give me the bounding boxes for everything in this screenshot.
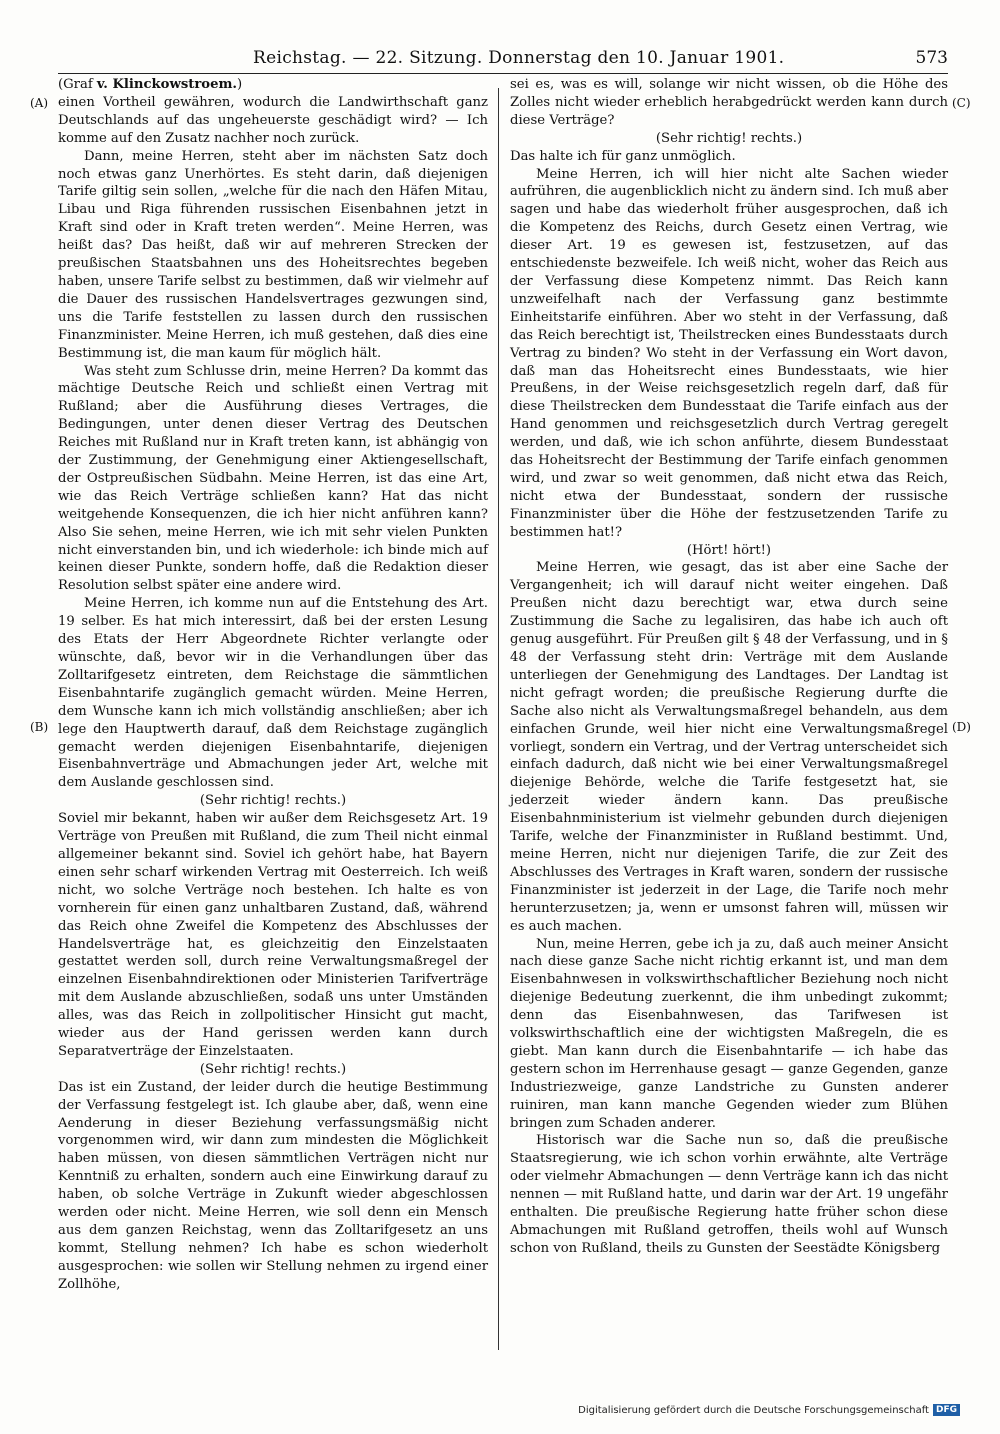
running-title: Reichstag. — 22. Sitzung. Donnerstag den 10. Januar 1901.: [253, 48, 785, 68]
left-column: [58, 76, 488, 1294]
page-number: 573: [915, 48, 948, 68]
paragraph: Dann, meine Herren, steht aber im nächsten Satz doch noch etwas ganz Unerhörtes. Es steht darin, daß diejenigen Tarife giltig sein sollen, „welche für die nach den Häfen Mitau, Libau und Riga führenden russischen Eisenbahnen jetzt in Kraft sind oder in Kraft treten werden“. Meine Herren, was heißt das? Das heißt, daß wir auf mehreren Strecken der preußischen Staatsbahnen uns des Hoheitsrechtes begeben haben, unsere Tarife selbst zu bestimmen, daß wir vielmehr auf die Dauer des russischen Handelsvertrages gezwungen sind, uns die Tarife feststellen zu lassen durch den russischen Finanzminister. Meine Herren, ich muß gestehen, daß dies eine Bestimmung ist, die man kaum für möglich hält.: [58, 148, 488, 361]
paragraph: Meine Herren, wie gesagt, das ist aber eine Sache der Vergangenheit; ich will darauf nicht weiter eingehen. Daß Preußen nicht dazu berechtigt war, etwa durch seine Zustimmung die Sache zu legalisiren, das habe ich auch oft genug ausgeführt. Für Preußen gilt § 48 der Verfassung, und in § 48 der Verfassung steht drin: Verträge mit dem Auslande unterliegen der Genehmigung des Landtages. Der Landtag ist nicht gefragt worden; die preußische Regierung durfte die Sache also nicht als Verwaltungsmaßregel behandeln, aus dem einfachen Grunde, weil hier nicht eine Verwaltungsmaßregel vorliegt, sondern ein Vertrag, und der Vertrag unterscheidet sich einfach dadurch, daß nicht wie bei einer Verwaltungsmaßregel diejenige Behörde, welche die Tarife festgesetzt hat, sie jederzeit wieder ändern kann. Das preußische Eisenbahnministerium ist vielmehr gebunden durch diejenigen Tarife, welche der Finanzminister in Rußland bestimmt. Und, meine Herren, nicht nur diejenigen Tarife, die zur Zeit des Abschlusses des Vertrages in Kraft waren, sondern der russische Finanzminister ist jederzeit in der Lage, die Tarife noch mehr herunterzusetzen; ja, wenn er umsonst fahren will, müssen wir es auch machen.: [510, 560, 948, 934]
paragraph: Das halte ich für ganz unmöglich.: [510, 148, 736, 164]
page-header: [58, 46, 948, 76]
interjection: (Sehr richtig! rechts.): [655, 130, 803, 146]
paragraph: Was steht zum Schlusse drin, meine Herren? Da kommt das mächtige Deutsche Reich und schließt einen Vertrag mit Rußland; aber die Ausführung dieses Vertrages, die Bedingungen, unter denen dieser Vertrag des Deutschen Reiches mit Rußland nur in Kraft treten kann, ist abhängig von der Zustimmung, der Genehmigung einer Aktiengesellschaft, der Ostpreußischen Südbahn. Meine Herren, ist das eine Art, wie das Reich Verträge schließen kann? Hat das nicht weitgehende Konsequenzen, die ich hier nicht anführen kann? Also Sie sehen, meine Herren, wie ich mit sehr vielen Punkten nicht einverstanden bin, und ich wiederhole: ich binde mich auf keinen dieser Punkte, sondern hoffe, daß die Redaktion dieser Resolution selbst später eine andere wird.: [58, 363, 488, 594]
dfg-logo: DFG: [933, 1404, 960, 1416]
paragraph: sei es, was es will, solange wir nicht wissen, ob die Höhe des Zolles nicht wieder erheblich herabgedrückt werden kann durch diese Verträge?: [510, 77, 948, 128]
margin-marker-c: (C): [952, 96, 971, 110]
speaker-line: [58, 76, 488, 94]
paragraph: Das ist ein Zustand, der leider durch die heutige Bestimmung der Verfassung festgelegt ist. Ich glaube aber, daß, wenn eine Aenderung in dieser Beziehung verfassungsmäßig nicht vorgenommen wird, wir dann zum mindesten die Möglichkeit haben müssen, von diesen sämmtlichen Verträgen nicht nur Kenntniß zu erhalten, sondern auch eine Einwirkung darauf zu haben, ob solche Verträge in Zukunft wieder abgeschlossen werden oder nicht. Meine Herren, wie soll denn ein Mensch aus dem ganzen Reichstag, wenn das Zolltarifgesetz an uns kommt, Stellung nehmen? Ich habe es schon wiederholt ausgesprochen: wie sollen wir Stellung nehmen zu irgend einer Zollhöhe,: [58, 1079, 488, 1292]
interjection: (Hört! hört!): [686, 542, 772, 558]
paragraph: einen Vortheil gewähren, wodurch die Landwirthschaft ganz Deutschlands auf das ungeheuerste geschädigt wird? — Ich komme auf den Zusatz nachher noch zurück.: [58, 94, 488, 146]
column-divider: [498, 88, 499, 1350]
speaker-suffix: ): [237, 77, 243, 92]
paragraph: Soviel mir bekannt, haben wir außer dem Reichsgesetz Art. 19 Verträge von Preußen mit Rußland, die zum Theil nicht einmal allgemeiner bekannt sind. Soviel ich gehört habe, hat Bayern einen sehr scharf wirkenden Vertrag mit Oesterreich. Ich weiß nicht, wo solche Verträge noch bestehen. Ich halte es von vornherein für einen ganz unhaltbaren Zustand, daß, während das Reich ohne Zweifel die Kompetenz des Abschlusses der Handelsverträge hat, es gleichzeitig den Einzelstaaten gestattet werden soll, durch reine Verwaltungsmaßregel der einzelnen Eisenbahndirektionen oder Ministerien Tarifverträge mit dem Auslande abzuschließen, sodaß uns unter Umständen alles, was das Reich in zollpolitischer Hinsicht gut macht, wieder aus der Hand gerissen werden kann durch Separatverträge der Einzelstaaten.: [58, 811, 488, 1059]
header-rule: [58, 73, 948, 74]
margin-marker-a: (A): [30, 96, 49, 110]
paragraph: Meine Herren, ich will hier nicht alte Sachen wieder aufrühren, die augenblicklich nicht zu ändern sind. Ich muß aber sagen und habe das wiederholt früher ausgesprochen, daß ich die Kompetenz des Reichs, durch Gesetz einen Vertrag, wie dieser Art. 19 es gewesen ist, festzusetzen, auf das entschiedenste bezweifele. Ich weiß nicht, woher das Reich aus der Verfassung diese Kompetenz nimmt. Das Reich kann unzweifelhaft nach der Verfassung ganz bestimmte Einheitstarife einführen. Aber wo steht in der Verfassung, daß das Reich berechtigt ist, Theilstrecken eines Bundesstaats durch Vertrag zu binden? Wo steht in der Verfassung ein Wort davon, daß man das Hoheitsrecht eines Bundesstaats, wie hier Preußens, in der Weise reichsgesetzlich regeln darf, daß für diese Theilstrecken dem Bundesstaat die Tarife einfach aus der Hand genommen und reichsgesetzlich durch Vertrag geregelt werden, und daß, wie ich schon anführte, diesem Bundesstaat das Hoheitsrecht der Bestimmung der Tarife einfach genommen wird, und zwar so weit genommen, daß nicht etwa das Reich, nicht etwa der Bundesstaat, sondern der russische Finanzminister über die Höhe der festzusetzenden Tarife zu bestimmen hat!?: [510, 166, 948, 540]
speaker-name: v. Klinckowstroem.: [96, 77, 238, 92]
digitization-credit: [578, 1404, 960, 1416]
speaker-prefix: (Graf: [58, 77, 97, 92]
right-column: [510, 76, 948, 1258]
paragraph: Historisch war die Sache nun so, daß die preußische Staatsregierung, wie ich schon vorhin erwähnte, alte Verträge oder vielmehr Abmachungen — denn Verträge kann ich das nicht nennen — mit Rußland hatte, und darin war der Art. 19 ungefähr enthalten. Die preußische Regierung hatte früher schon diese Abmachungen mit Rußland getroffen, theils wohl auf Wunsch schon von Rußland, theils zu Gunsten der Seestädte Königsberg: [510, 1133, 948, 1256]
credit-text: Digitalisierung gefördert durch die Deutsche Forschungsgemeinschaft: [578, 1404, 929, 1416]
paragraph: Nun, meine Herren, gebe ich ja zu, daß auch meiner Ansicht nach diese ganze Sache nicht richtig erkannt ist, und man dem Eisenbahnwesen in volkswirthschaftlicher Beziehung noch nicht diejenige Bedeutung zuerkennt, die ihm unbedingt zukommt; denn das Eisenbahnwesen, das Tarifwesen ist volkswirthschaftlich eine der wichtigsten Maßregeln, die es giebt. Man kann durch die Eisenbahntarife — ich habe das gestern schon im Herrenhause gesagt — ganze Gegenden, ganze Industriezweige, ganze Landstriche zu Gunsten anderer ruiniren, man kann manche Gegenden wieder zum Blühen bringen zum Schaden anderer.: [510, 936, 948, 1131]
interjection: (Sehr richtig! rechts.): [199, 1061, 347, 1077]
interjection: (Sehr richtig! rechts.): [199, 793, 347, 809]
paragraph: Meine Herren, ich komme nun auf die Entstehung des Art. 19 selber. Es hat mich interessirt, daß bei der ersten Lesung des Etats der Herr Abgeordnete Richter verlangte oder wünschte, daß, bevor wir in die Verhandlungen über das Zolltarifgesetz eintreten, dem Reichstage die sämmtlichen Eisenbahntarife zugänglich gemacht würden. Meine Herren, dem Wunsche kann ich mich vollständig anschließen; aber ich lege den Hauptwerth darauf, daß dem Reichstage zugänglich gemacht werden diejenigen Eisenbahntarife, diejenigen Eisenbahnverträge und Abmachungen jeder Art, welche mit dem Auslande geschlossen sind.: [58, 596, 488, 791]
margin-marker-b: (B): [30, 720, 49, 734]
margin-marker-d: (D): [952, 720, 971, 734]
